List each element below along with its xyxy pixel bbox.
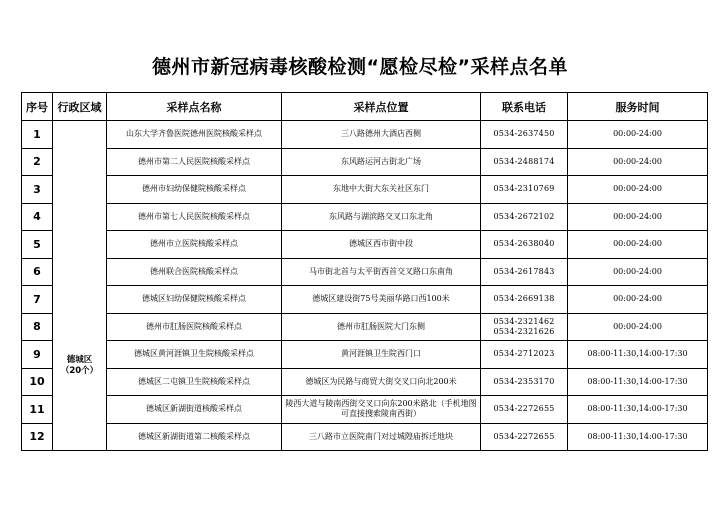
district-cell <box>53 121 107 451</box>
row-number: 2 <box>22 148 53 176</box>
service-hours: 08:00-11:30,14:00-17:30 <box>568 368 708 396</box>
header-name: 采样点名称 <box>107 93 282 121</box>
table-row <box>22 341 708 369</box>
row-number: 6 <box>22 258 53 286</box>
row-number: 7 <box>22 286 53 314</box>
district-name: 德城区 <box>66 354 93 365</box>
service-hours: 00:00-24:00 <box>568 258 708 286</box>
header-phone: 联系电话 <box>481 93 568 121</box>
site-phone: 0534-2488174 <box>481 148 568 176</box>
service-hours: 00:00-24:00 <box>568 148 708 176</box>
table-row <box>22 231 708 259</box>
service-hours: 00:00-24:00 <box>568 121 708 149</box>
site-name: 德州市立医院核酸采样点 <box>107 231 282 259</box>
site-location: 黄河涯镇卫生院西门口 <box>282 341 481 369</box>
site-location: 陵西大道与陵南西街交叉口向东200米路北（手机地图可直接搜索陵南西街） <box>282 396 481 424</box>
site-phone: 0534-2712023 <box>481 341 568 369</box>
table-row <box>22 148 708 176</box>
row-number: 9 <box>22 341 53 369</box>
site-name: 德城区新湖街道核酸采样点 <box>107 396 282 424</box>
site-name: 德城区二屯镇卫生院核酸采样点 <box>107 368 282 396</box>
service-hours: 00:00-24:00 <box>568 176 708 204</box>
site-phone: 0534-2272655 <box>481 423 568 451</box>
site-phone: 0534-2321462 0534-2321626 <box>481 313 568 341</box>
table-row <box>22 423 708 451</box>
service-hours: 00:00-24:00 <box>568 286 708 314</box>
site-phone: 0534-2638040 <box>481 231 568 259</box>
site-location: 德州市肛肠医院大门东侧 <box>282 313 481 341</box>
site-name: 德州市第七人民医院核酸采样点 <box>107 203 282 231</box>
site-phone: 0534-2353170 <box>481 368 568 396</box>
table-row <box>22 203 708 231</box>
table-row <box>22 121 708 149</box>
header-hours: 服务时间 <box>568 93 708 121</box>
row-number: 10 <box>22 368 53 396</box>
header-district: 行政区域 <box>53 93 107 121</box>
site-location: 三八路市立医院南门对过城隍庙拆迁地块 <box>282 423 481 451</box>
row-number: 5 <box>22 231 53 259</box>
site-name: 德城区妇幼保健院核酸采样点 <box>107 286 282 314</box>
table-row <box>22 258 708 286</box>
site-location: 东风路与湖滨路交叉口东北角 <box>282 203 481 231</box>
site-name: 德州市妇幼保健院核酸采样点 <box>107 176 282 204</box>
site-name: 德州联合医院核酸采样点 <box>107 258 282 286</box>
row-number: 1 <box>22 121 53 149</box>
table-row <box>22 286 708 314</box>
site-phone: 0534-2672102 <box>481 203 568 231</box>
row-number: 11 <box>22 396 53 424</box>
document-title: 德州市新冠病毒核酸检测“愿检尽检”采样点名单 <box>152 56 568 78</box>
row-number: 8 <box>22 313 53 341</box>
site-name: 德州市第二人民医院核酸采样点 <box>107 148 282 176</box>
site-location: 东风路运河古街北广场 <box>282 148 481 176</box>
service-hours: 00:00-24:00 <box>568 231 708 259</box>
table-row <box>22 313 708 341</box>
site-location: 德城区建设街75号美丽华路口西100米 <box>282 286 481 314</box>
service-hours: 00:00-24:00 <box>568 313 708 341</box>
service-hours: 08:00-11:30,14:00-17:30 <box>568 396 708 424</box>
site-phone: 0534-2669138 <box>481 286 568 314</box>
site-location: 德城区为民路与商贸大街交叉口向北200米 <box>282 368 481 396</box>
site-name: 德城区黄河涯镇卫生院核酸采样点 <box>107 341 282 369</box>
site-phone: 0534-2617843 <box>481 258 568 286</box>
site-phone: 0534-2310769 <box>481 176 568 204</box>
service-hours: 08:00-11:30,14:00-17:30 <box>568 423 708 451</box>
row-number: 12 <box>22 423 53 451</box>
table-row <box>22 176 708 204</box>
site-name: 德州市肛肠医院核酸采样点 <box>107 313 282 341</box>
header-location: 采样点位置 <box>282 93 481 121</box>
site-location: 马市街北首与太平街西首交叉路口东南角 <box>282 258 481 286</box>
site-location: 三八路德州大酒店西侧 <box>282 121 481 149</box>
service-hours: 00:00-24:00 <box>568 203 708 231</box>
site-location: 东地中大街大东关社区东门 <box>282 176 481 204</box>
district-count: （20个） <box>60 365 99 376</box>
table-header-row <box>22 93 708 121</box>
row-number: 3 <box>22 176 53 204</box>
site-phone: 0534-2637450 <box>481 121 568 149</box>
site-name: 德城区新湖街道第二核酸采样点 <box>107 423 282 451</box>
site-location: 德城区西市街中段 <box>282 231 481 259</box>
table-row <box>22 368 708 396</box>
header-no: 序号 <box>22 93 53 121</box>
service-hours: 08:00-11:30,14:00-17:30 <box>568 341 708 369</box>
table-body <box>22 121 708 451</box>
sampling-site-table <box>21 92 708 451</box>
site-name: 山东大学齐鲁医院德州医院核酸采样点 <box>107 121 282 149</box>
site-phone: 0534-2272655 <box>481 396 568 424</box>
row-number: 4 <box>22 203 53 231</box>
table-row <box>22 396 708 424</box>
